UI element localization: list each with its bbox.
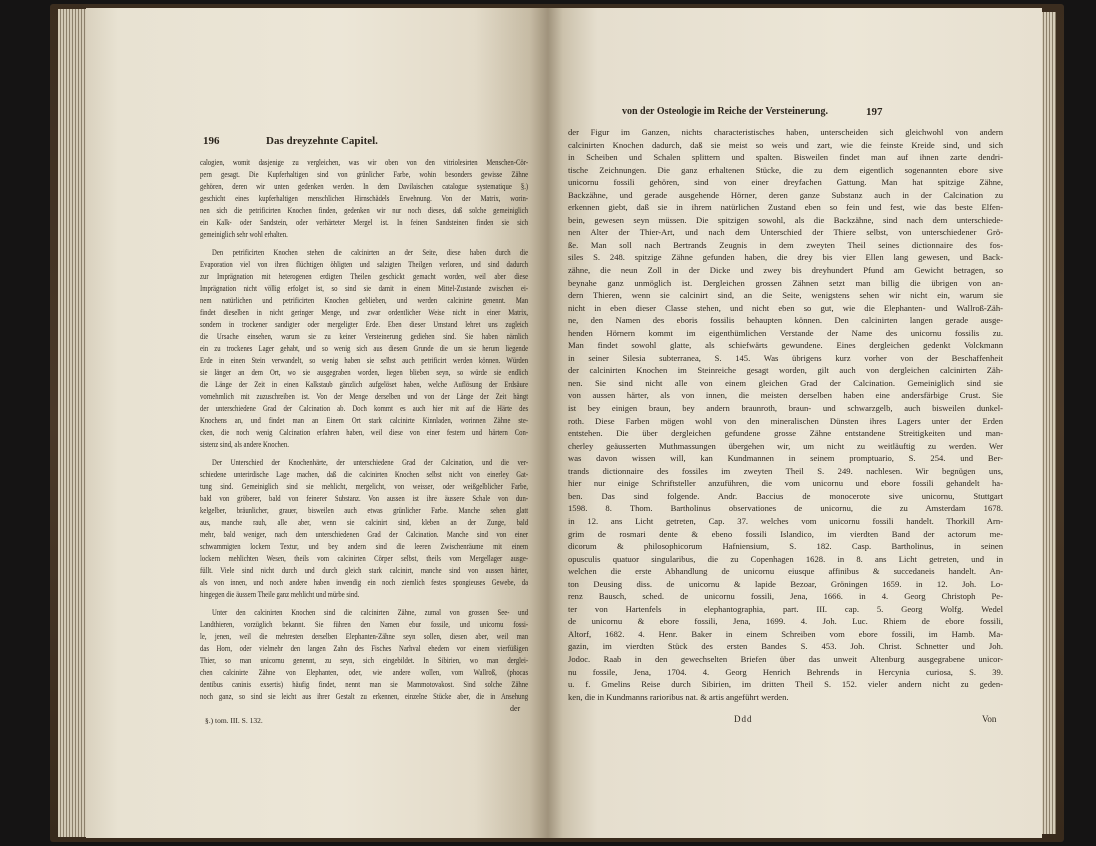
right-text-block xyxy=(568,126,1003,703)
right-page-edges xyxy=(1040,12,1056,834)
text-line: dicorum & philosophicorum Hafniensium, S. 182. Casp. Bartholinus, in seinen xyxy=(568,541,1003,552)
text-line: trands dictionnaire des fossiles im zweyten Theil S. 249. nachlesen. Wir begnügen uns, xyxy=(568,465,1003,476)
left-page-number: 196 xyxy=(203,135,220,147)
text-line: zähne, die neun Zoll in der Dicke und zwey bis dreyhundert Pfund am Gewicht betragen, so xyxy=(568,265,1003,276)
text-line: ße. Man soll nach Bertrands Zeugnis in dem zweyten Theil seines dictionnaire des fos- xyxy=(568,239,1003,250)
text-line: pern gesagt. Die Kupferhaltigen sind von grünlicher Farbe, wohin besonders gewisse Zähne xyxy=(200,170,529,179)
text-line: calogien, womit dasjenige zu vergleichen, was wir oben von den vitriolesirten Menschen-Cör- xyxy=(200,158,529,167)
text-line: le, jenen, weil die mehresten derselben Elephanten-Zähne seyn sollen, diesen aber, weil man xyxy=(200,632,529,641)
text-line: kelgelber, bräunlicher, grauer, bisweilen auch etwas grünlicher Farbe. Manche sehen glatt xyxy=(200,506,529,515)
text-line: erkennen giebt, daß sie in ihrem natürlichen Zustand eben so fein und fest, wie das beste Elfen- xyxy=(568,202,1003,213)
text-line: der unterschiedene Grad der Calcination ab. Doch kommt es auch hier mit auf die Härte des xyxy=(200,404,529,413)
text-line: schiedene unterirdische Lage machen, daß die calcinirten Knochen selbst nicht von einerley Gat- xyxy=(200,470,529,479)
text-line: opusculis quatuor singularibus, die zu Copenhagen 1628. in 8. ans Licht getreten, und in xyxy=(568,553,1003,564)
text-line: lockern mehlichten Wesen, theils vom calcinirten Cörper selbst, theils vom Mergellager ausge- xyxy=(200,554,529,563)
text-line: Knochens an, und findet man an Einem Ort stark calcinirte Kinnladen, worinnen Zähne ste- xyxy=(200,416,529,425)
text-line: noch ganz, so sind sie leicht aus ihrer Gestalt zu erkennen, einzelne Stücke aber, die in Ansehung xyxy=(200,692,529,701)
text-line: nicht in eben dieser Classe stehen, und nicht eben so gut, wie die Elephanten- und Wallroß-Zäh- xyxy=(568,302,1003,313)
text-line: calcinirten Knochen dadurch, daß sie meist so weis und zart, wie die feinste Kreide sind, und sich xyxy=(568,139,1003,150)
text-line: was davon wissen will, kan Kundmannen in seinem promptuario, S. 254. und Ber- xyxy=(568,453,1003,464)
text-line: Den petrificirten Knochen stehen die calcinirten an der Seite, diese haben durch die xyxy=(212,248,529,257)
text-line: cken, die noch wenig Calcination erfahren haben, weil diese von einer festern und härtern Con- xyxy=(200,428,529,437)
text-line: Imprägnation nicht völlig erfolget ist, so sind sie damit in einem Mittel-Zustande zwischen ei- xyxy=(200,284,529,293)
text-line: unicornu fossili gehören, sind von einer dreyfachen Gattung. Man hat spitzige Zähne, xyxy=(568,177,1003,188)
text-line: schwammigten lockern Textur, und bey andern sind die leeren Zwischenräume mit einem xyxy=(200,542,529,551)
text-line: ist bey einigen braun, bey andern braunroth, braun- und schwarzgelb, auch bisweilen dunkel- xyxy=(568,403,1003,414)
text-line: in 12. ans Licht getreten, Cap. 37. welches vom unicornu fossili handelt. Thorkill Arn- xyxy=(568,515,1003,526)
text-line: die Länge der Zeit in einen Kalkstaub gänzlich aufgelöset haben, welche Auflösung der Erdsäure xyxy=(200,380,529,389)
text-line: Backzähne, und gerade ausgehende Hörner, deren ganze Substanz auch in der Calcination zu xyxy=(568,189,1003,200)
text-line: beynahe ganz unmöglich ist. Dergleichen grossen Zähnen setzt man billig die übrigen von an- xyxy=(568,277,1003,288)
text-line: in seiner Silesia subterranea, S. 145. Was übrigens kurz vorher von der Beschaffenheit xyxy=(568,352,1003,363)
text-line: ein zu trockenes Lager gehabt, und so wenig sich aus diesem Grunde die um sie herum liegende xyxy=(200,344,529,353)
text-line: nen Alter der Thier-Art, und nach dem Unterschied der Thiere selbst, von unterschiedener Grö- xyxy=(568,227,1003,238)
text-line: sie länger an dem Ort, wo sie ausgegraben worden, liegen blieben seyn, so würde sie endlich xyxy=(200,368,529,377)
text-line: hingegen die äussern Theile ganz mehlicht und mürbe sind. xyxy=(200,590,360,599)
text-line: tung sind. Gemeiniglich sind sie mehlicht, mergelicht, von weisser, oder weißgelblicher Farbe, xyxy=(200,482,529,491)
text-line: sondern in trockener sandigter oder mergeligter Erde. Eben dieser Umstand lehret uns zugleich xyxy=(200,320,529,329)
text-line: de unicornu & ebore fossili, Jena, 1699. 4. Joh. Luc. Rhiem de ebore fossili, xyxy=(568,616,1003,627)
text-line: gemeiniglich sehr wohl erhalten. xyxy=(200,230,288,239)
text-line: aus, manche rauh, alle aber, wenn sie calcinirt sind, kleben an der Zunge, bald xyxy=(200,518,529,527)
paragraph xyxy=(200,607,528,703)
signature-mark: Ddd xyxy=(734,714,753,724)
text-line: findet dieselben in nicht geringer Menge, und zwar ordentlicher Weise nicht in einer Matrix, xyxy=(200,308,529,317)
text-line: chen calcinirte Zähne von Elephanten, oder, wie andere wollen, vom Wallroß, (phocas xyxy=(200,668,529,677)
text-line: sistenz sind, als andere Knochen. xyxy=(200,440,289,449)
text-line: bald von gröberer, bald von feinerer Substanz. Von aussen ist ihre äussere Schale von dun- xyxy=(200,494,529,503)
text-line: die Ursache einsehen, warum sie zu keiner Versteinerung gediehen sind. Sie haben nämlich xyxy=(200,332,529,341)
text-line: Thier, so man unicornu genennt, zu seyn, sich eingebildet. In Sibirien, wo man derglei- xyxy=(200,656,529,665)
text-line: Man findet sowohl glatte, als schiefwärts gewundene. Eines dergleichen gedenkt Volckmann xyxy=(568,340,1003,351)
text-line: Unter den calcinirten Knochen sind die calcinirten Zähne, zumal von grossen See- und xyxy=(212,608,529,617)
right-page-number: 197 xyxy=(866,106,883,118)
text-line: das Horn, oder vielmehr den langen Zahn des Fisches Narhval ehedem vor einem vierfüßigen xyxy=(200,644,529,653)
text-line: Altorf, 1682. 4. Henr. Baker in einem Schreiben vom ebore fossili, im Hamb. Ma- xyxy=(568,628,1003,639)
text-line: gazin, im vierdten Stück des ersten Bandes S. 453. Joh. Christ. Schnetter und Joh. xyxy=(568,641,1003,652)
text-line: siles S. 248. spitzige Zähne gefunden haben, die drey bis vier Ellen lang gewesen, und Back- xyxy=(568,252,1003,263)
text-line: ben. Das sind folgende. Andr. Baccius de monocerote sive unicornu, Stuttgart xyxy=(568,490,1003,501)
text-line: hier nur einige Schriftsteller anzuführen, die vom unicornu und ebore fossili gehandelt ha- xyxy=(568,478,1003,489)
text-line: ter von Hartenfels in elephantographia, part. III. cap. 5. Georg Wolfg. Wedel xyxy=(568,603,1003,614)
footnote: §.) tom. III. S. 132. xyxy=(205,716,263,725)
paragraph xyxy=(200,457,528,601)
text-line: in Scheiben und Schalen splittern und spalten. Bisweilen findet man auf ihnen zarte dendri- xyxy=(568,152,1003,163)
text-line: ken, die in Kundmanns rarioribus nat. & artis angeführt werden. xyxy=(568,691,789,702)
text-line: welchen die erste Abhandlung de unicornu eiusque affinibus & succedaneis handelt. An- xyxy=(568,566,1003,577)
text-line: renz Bausch, sched. de unicornu fossili, Jena, 1666. in 4. Georg Christoph Pe- xyxy=(568,591,1003,602)
text-line: dentibus caninis exsertis) häufig findet, nennt man sie Mammotovakost. Sind solche Zähne xyxy=(200,680,529,689)
left-page-edges xyxy=(58,9,88,837)
left-catchword: der xyxy=(510,704,521,713)
text-line: vornehmlich mit zuzuschreiben ist. Von der Menge derselben und von der Länge der Zeit hängt xyxy=(200,392,529,401)
right-catchword: Von xyxy=(982,714,997,724)
text-line: henden Hörnern kommt im eigenthümlichen Verstande der Name des unicornu fossilis zu. xyxy=(568,327,1003,338)
text-line: Landthieren, vorzüglich bekannt. Sie führen den Namen ebur fossile, und unicornu fossi- xyxy=(200,620,529,629)
text-line: bein, gewesen seyn müssen. Die spitzigen sowohl, als die Backzähne, sind nach dem unterschiede- xyxy=(568,214,1003,225)
text-line: nu fossile, Jena, 1704. 4. Georg Henrich Behrends in Hercynia curiosa, S. 39. xyxy=(568,666,1003,677)
text-line: tische Zeichnungen. Die ganz erhaltenen Stücke, die zu dem eigentlich sogenannten ebore sive xyxy=(568,164,1003,175)
text-line: Erde in einen Stein verwandelt, so wenig haben sie selbst auch petrificirt werden können. Würden xyxy=(200,356,529,365)
text-line: von aussen härter, als von innen, die meisten derselben haben eine andersfärbige Crust. Sie xyxy=(568,390,1003,401)
text-line: nen. Sie sind nicht alle von einem gleichen Grad der Calcination. Gemeiniglich sind sie xyxy=(568,377,1003,388)
text-line: füllt. Viele sind nicht durch und durch gleich stark calcinirt, manche sind von aussen härter, xyxy=(200,566,529,575)
text-line: der Figur im Ganzen, nichts characteristisches haben, unterscheiden sich gleichwohl von andern xyxy=(568,127,1003,137)
text-line: ton Deusing diss. de unicornu & lapide Bezoar, Gröningen 1659. in 12. Joh. Lo- xyxy=(568,578,1003,589)
text-line: geschicht eines kupferhaltigen menschlichen Hirnschädels Erwehnung. Von der Matrix, worin- xyxy=(200,194,529,203)
text-line: grim de rosmari dente & ebeno fossili Islandico, im vierdten Band der actorum me- xyxy=(568,528,1003,539)
text-line: Jodoc. Raab in den gewechselten Briefen über das unweit Altenburg ausgegrabene unicor- xyxy=(568,653,1003,664)
text-line: der calcinirten Knochen im Steinreiche gesagt worden, gilt auch von dergleichen calcinirten Zäh- xyxy=(568,365,1003,376)
left-running-title: Das dreyzehnte Capitel. xyxy=(266,135,378,147)
text-line: ein Kalk- oder Sandstein, oder verhärteter Mergel ist. In feinen Sandsteinen finden sie sich xyxy=(200,218,529,227)
text-line: u. f. Gmelins Reise durch Sibirien, im dritten Theil S. 152. vieler andern nicht zu geden- xyxy=(568,679,1003,690)
text-line: nen sich die petrificirten Knochen finden, gedenken wir nur noch dieses, daß solche gemeiniglich xyxy=(200,206,529,215)
paragraph xyxy=(200,247,528,451)
text-line: mehr, bald weniger, nach dem unterschiedenen Grad der Calcination. Manche sind von einer xyxy=(200,530,529,539)
text-line: als von innen, und noch andere haben inwendig ein noch ziemlich festes spongieuses Gewebe, da xyxy=(200,578,529,587)
text-line: entstehen. Die über dergleichen gefundene grosse Zähne entstandene Streitigkeiten und man- xyxy=(568,428,1003,439)
text-line: roth. Diese Farben mögen wohl von den mineralischen Dünsten ihres Lagers unter der Erden xyxy=(568,415,1003,426)
text-line: gehören, deren wir unten gedenken werden. In dem Davilaischen catalogue systematique §.) xyxy=(200,182,529,191)
left-text-block xyxy=(200,157,528,703)
text-line: ne, den Namen des eboris fossilis behaupten können. Den calcinirten langen gerade ausge- xyxy=(568,315,1003,326)
right-running-title: von der Osteologie im Reiche der Versteinerung. xyxy=(622,106,828,117)
text-line: cherley geäusserten Muthmassungen übergehen wir, um nicht zu weitläuftig zu werden. Wer xyxy=(568,440,1003,451)
text-line: 1598. 8. Thom. Bartholinus observationes de unicornu, die zu Amsterdam 1678. xyxy=(568,503,1003,514)
text-line: Evaporation viel von ihren flüchtigen öhligten und salzigten Theilgen verloren, und sind dadurch xyxy=(200,260,529,269)
text-line: nem natürlichen und petrificirten Knochen geblieben, und werden calcinirte genennt. Man xyxy=(200,296,529,305)
paragraph xyxy=(200,157,528,241)
text-line: dern Thieren, wenn sie calcinirt sind, an die Seite, wenigstens sehen wir nicht ein, warum sie xyxy=(568,290,1003,301)
paragraph xyxy=(568,126,1003,703)
text-line: Der Unterschied der Knochenhärte, der unterschiedene Grad der Calcination, und die ver- xyxy=(212,458,529,467)
text-line: zur Imprägnation mit heterogenen erdigten Theilen geschickt gemacht worden, weil aber diese xyxy=(200,272,529,281)
